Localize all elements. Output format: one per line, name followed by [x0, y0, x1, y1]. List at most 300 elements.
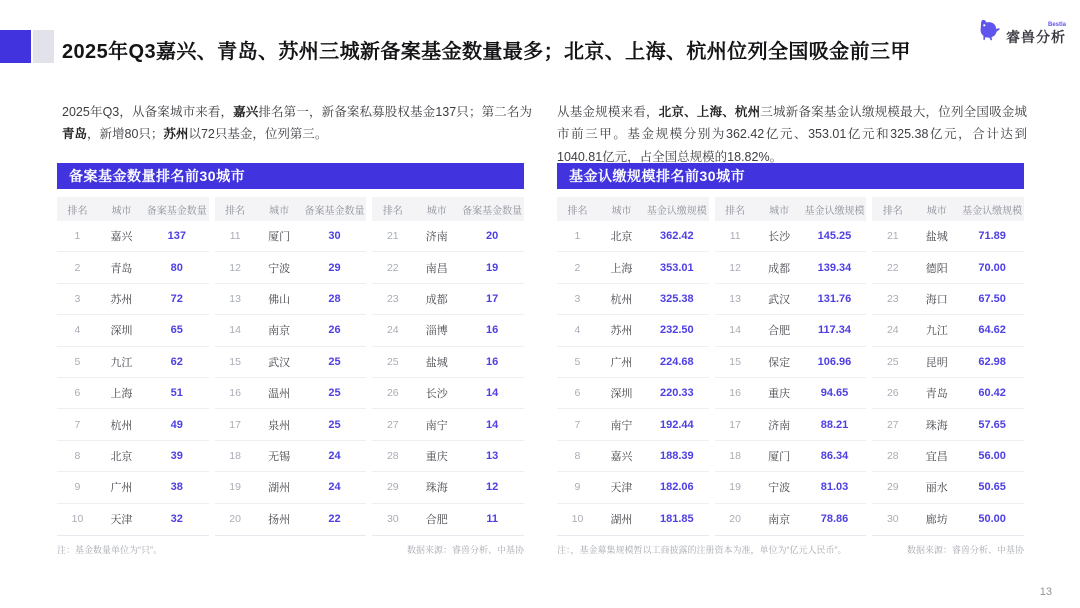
value-cell: 62.98: [978, 355, 1006, 368]
city-cell: 九江: [925, 325, 948, 338]
table-row: [57, 378, 209, 409]
city-cell: 温州: [268, 388, 291, 401]
rank-cell: 17: [729, 418, 741, 431]
value-cell: 220.33: [659, 387, 694, 400]
value-cell: 25: [328, 355, 341, 368]
city-cell: 苏州: [610, 325, 633, 338]
table-row: [215, 252, 367, 283]
value-cell: 81.03: [820, 481, 849, 494]
city-cell: 盐城: [425, 356, 448, 369]
table-row: [872, 441, 1024, 472]
logo-text-block: [1006, 22, 1066, 44]
value-cell: 24: [328, 449, 341, 462]
rank-cell: 17: [229, 418, 241, 431]
value-cell: 362.42: [659, 230, 694, 243]
city-cell: 广州: [110, 482, 133, 495]
city-cell: 青岛: [110, 262, 133, 275]
value-cell: 224.68: [659, 355, 694, 368]
city-cell: 德阳: [925, 262, 948, 275]
table-row: [372, 252, 524, 283]
data-source-text: 数据来源：睿兽分析、中基协: [406, 544, 524, 555]
rank-subtable: [372, 197, 524, 536]
table-row: [372, 378, 524, 409]
city-cell: 武汉: [268, 356, 291, 369]
panel-fund-scale-title: 基金认缴规模排名前30城市: [557, 163, 1024, 189]
value-cell: 131.76: [817, 292, 852, 305]
value-cell: 188.39: [659, 449, 694, 462]
city-cell: 嘉兴: [610, 450, 633, 463]
rank-subtable: [215, 197, 367, 536]
rank-subtable: [872, 197, 1024, 536]
table-row: [372, 472, 524, 503]
table-header-row: [872, 197, 1024, 221]
table-row: [215, 315, 367, 346]
rank-cell: 29: [886, 481, 899, 494]
rank-cell: 26: [886, 387, 899, 400]
table-row: [715, 221, 867, 252]
bestla-beast-icon: [977, 19, 1001, 46]
value-cell: 70.00: [978, 261, 1006, 274]
value-cell: 50.65: [978, 481, 1006, 494]
table-row: [872, 315, 1024, 346]
intro-paragraph-left: [62, 101, 532, 146]
city-cell: 成都: [768, 262, 791, 275]
table-header-row: [557, 197, 709, 221]
rank-cell: 1: [74, 230, 81, 243]
value-cell: 19: [486, 261, 499, 274]
city-cell: 青岛: [925, 388, 948, 401]
value-cell: 30: [328, 230, 341, 243]
value-cell: 145.25: [817, 230, 852, 243]
value-cell: 13: [486, 449, 499, 462]
rank-cell: 9: [74, 481, 81, 494]
rank-cell: 19: [229, 481, 241, 494]
city-cell: 北京: [110, 450, 133, 463]
city-cell: 南京: [268, 325, 291, 338]
city-cell: 廊坊: [925, 514, 948, 527]
value-cell: 14: [486, 387, 499, 400]
city-cell: 南京: [768, 514, 791, 527]
rank-cell: 4: [74, 324, 81, 337]
table-row: [215, 284, 367, 315]
table-row: [215, 504, 367, 535]
table-row: [372, 504, 524, 535]
rank-cell: 3: [574, 292, 581, 305]
rank-cell: 22: [386, 261, 399, 274]
title-accent-gray-square: [33, 30, 54, 63]
value-cell: 12: [486, 481, 499, 494]
value-cell: 64.62: [978, 324, 1006, 337]
city-cell: 淄博: [425, 325, 448, 338]
city-cell: 宁波: [268, 262, 291, 275]
rank-cell: 25: [386, 355, 399, 368]
value-cell: 51: [170, 387, 183, 400]
city-cell: 珠海: [925, 419, 948, 432]
city-cell: 天津: [610, 482, 633, 495]
city-cell: 北京: [610, 231, 633, 244]
table-row: [557, 378, 709, 409]
city-cell: 海口: [925, 293, 948, 306]
table-row: [557, 221, 709, 252]
value-cell: 16: [486, 355, 499, 368]
value-cell: 106.96: [817, 355, 852, 368]
city-cell: 南宁: [425, 419, 448, 432]
table-header-cell: 城市: [111, 205, 132, 217]
city-cell: 嘉兴: [110, 231, 133, 244]
panel-fund-count-title: 备案基金数量排名前30城市: [57, 163, 524, 189]
intro-text-segment: 苏州: [163, 127, 189, 142]
intro-text-segment: 从基金规模来看，: [557, 105, 659, 119]
logo-brand-name: 睿兽分析: [1006, 28, 1066, 45]
city-cell: 重庆: [425, 450, 448, 463]
table-header-cell: 城市: [769, 205, 790, 217]
rank-subtable: [715, 197, 867, 536]
value-cell: 94.65: [820, 387, 849, 400]
table-header-cell: 城市: [926, 205, 947, 217]
city-cell: 长沙: [768, 231, 791, 244]
value-cell: 25: [328, 387, 341, 400]
rank-cell: 16: [729, 387, 741, 400]
rank-cell: 3: [74, 292, 81, 305]
table-header-row: [215, 197, 367, 221]
footnote-text: 注：基金数量单位为“只”。: [57, 544, 162, 555]
table-row: [872, 221, 1024, 252]
city-cell: 上海: [110, 388, 133, 401]
value-cell: 22: [328, 513, 341, 526]
table-row: [57, 252, 209, 283]
rank-cell: 10: [71, 513, 84, 526]
table-header-row: [57, 197, 209, 221]
data-source-text: 数据来源：睿兽分析、中基协: [906, 544, 1024, 555]
value-cell: 26: [328, 324, 341, 337]
table-row: [715, 315, 867, 346]
table-row: [715, 284, 867, 315]
table-header-cell: 城市: [269, 205, 290, 217]
panel-fund-scale-footnote: [557, 543, 1024, 556]
logo-subtitle: Bestla: [1047, 21, 1066, 28]
value-cell: 353.01: [659, 261, 694, 274]
value-cell: 50.00: [978, 513, 1006, 526]
intro-text-segment: 北京、上海、杭州: [658, 105, 761, 119]
value-cell: 11: [486, 513, 498, 526]
city-cell: 厦门: [768, 450, 791, 463]
rank-cell: 15: [229, 355, 241, 368]
table-row: [715, 472, 867, 503]
rank-cell: 8: [574, 449, 581, 462]
table-row: [557, 284, 709, 315]
table-header-cell: 排名: [67, 205, 88, 217]
rank-subtable: [557, 197, 709, 536]
table-row: [215, 441, 367, 472]
rank-cell: 14: [229, 324, 241, 337]
city-cell: 济南: [768, 419, 791, 432]
rank-cell: 13: [229, 292, 241, 305]
city-cell: 宜昌: [925, 450, 948, 463]
rank-cell: 30: [886, 513, 899, 526]
table-row: [57, 284, 209, 315]
table-row: [57, 441, 209, 472]
value-cell: 117.34: [817, 324, 851, 337]
rank-cell: 23: [386, 292, 399, 305]
table-row: [557, 347, 709, 378]
table-row: [557, 504, 709, 535]
table-header-cell: 备案基金数量: [462, 205, 523, 217]
rank-cell: 4: [574, 324, 581, 337]
city-cell: 宁波: [768, 482, 791, 495]
city-cell: 重庆: [768, 388, 791, 401]
table-row: [57, 347, 209, 378]
table-header-cell: 城市: [611, 205, 632, 217]
table-header-cell: 排名: [882, 205, 903, 217]
value-cell: 56.00: [978, 449, 1006, 462]
city-cell: 丽水: [925, 482, 948, 495]
city-cell: 南宁: [610, 419, 633, 432]
table-row: [372, 347, 524, 378]
rank-cell: 6: [74, 387, 81, 400]
table-row: [372, 284, 524, 315]
panel-fund-count-tables: [57, 197, 524, 536]
table-header-cell: 基金认缴规模: [962, 205, 1023, 217]
city-cell: 合肥: [425, 514, 448, 527]
rank-cell: 13: [729, 292, 741, 305]
rank-cell: 27: [386, 418, 399, 431]
table-header-cell: 备案基金数量: [304, 205, 365, 217]
table-row: [715, 441, 867, 472]
intro-text-segment: 2025年Q3，从备案城市来看，: [62, 105, 234, 119]
city-cell: 上海: [610, 262, 633, 275]
intro-text-segment: 排名第一，新备案私募股权基金137只；第二名为: [258, 105, 532, 119]
table-row: [715, 504, 867, 535]
table-row: [215, 378, 367, 409]
footnote-text: 注：，基金募集规模暂以工商披露的注册资本为准，单位为“亿元人民币”。: [557, 544, 847, 555]
city-cell: 盐城: [925, 231, 948, 244]
city-cell: 深圳: [610, 388, 633, 401]
value-cell: 49: [170, 418, 183, 431]
value-cell: 17: [486, 292, 499, 305]
rank-cell: 7: [574, 418, 581, 431]
rank-cell: 8: [74, 449, 81, 462]
value-cell: 86.34: [820, 449, 849, 462]
rank-cell: 11: [229, 230, 241, 243]
table-row: [557, 315, 709, 346]
city-cell: 天津: [110, 514, 133, 527]
rank-cell: 22: [886, 261, 899, 274]
rank-cell: 28: [886, 449, 899, 462]
table-header-cell: 排名: [225, 205, 246, 217]
table-header-cell: 排名: [725, 205, 746, 217]
value-cell: 325.38: [659, 292, 694, 305]
value-cell: 65: [170, 324, 183, 337]
city-cell: 扬州: [268, 514, 291, 527]
value-cell: 16: [486, 324, 499, 337]
rank-cell: 18: [229, 449, 241, 462]
value-cell: 60.42: [978, 387, 1006, 400]
city-cell: 武汉: [768, 293, 791, 306]
rank-cell: 24: [886, 324, 899, 337]
city-cell: 广州: [610, 356, 633, 369]
table-row: [557, 409, 709, 440]
value-cell: 139.34: [817, 261, 852, 274]
value-cell: 67.50: [978, 292, 1006, 305]
value-cell: 14: [486, 418, 499, 431]
city-cell: 厦门: [268, 231, 291, 244]
table-row: [215, 409, 367, 440]
table-row: [557, 441, 709, 472]
table-row: [372, 221, 524, 252]
intro-text-segment: 以72只基金，位列第三。: [188, 127, 328, 142]
table-row: [557, 252, 709, 283]
intro-text-segment: 三城新备案基金认缴规模最大，位列全国吸金城市前三甲。基金规模分别为362.42亿元、353.01亿元和325.38亿元，合计达到1040.81亿元，占全国总规模的18.82%。: [557, 105, 1027, 164]
rank-cell: 2: [574, 261, 581, 274]
rank-cell: 16: [229, 387, 241, 400]
city-cell: 南昌: [425, 262, 448, 275]
value-cell: 57.65: [978, 418, 1006, 431]
panel-fund-count-footnote: [57, 543, 524, 556]
rank-cell: 12: [729, 261, 741, 274]
table-header-cell: 基金认缴规模: [646, 205, 707, 217]
city-cell: 昆明: [925, 356, 948, 369]
rank-cell: 11: [729, 230, 741, 243]
table-header-cell: 城市: [426, 205, 447, 217]
value-cell: 181.85: [659, 513, 694, 526]
rank-cell: 26: [386, 387, 399, 400]
city-cell: 佛山: [268, 293, 291, 306]
value-cell: 29: [328, 261, 341, 274]
panel-fund-scale: [557, 163, 1024, 556]
value-cell: 137: [167, 230, 186, 243]
table-row: [872, 252, 1024, 283]
city-cell: 保定: [768, 356, 791, 369]
value-cell: 39: [170, 449, 183, 462]
page-title: 2025年Q3嘉兴、青岛、苏州三城新备案基金数量最多；北京、上海、杭州位列全国吸金前三甲: [62, 41, 911, 63]
city-cell: 杭州: [110, 419, 133, 432]
table-row: [715, 347, 867, 378]
value-cell: 20: [486, 230, 499, 243]
value-cell: 25: [328, 418, 341, 431]
intro-text-segment: 青岛: [62, 127, 88, 142]
intro-paragraph-right: [557, 101, 1027, 168]
city-cell: 九江: [110, 356, 133, 369]
intro-text-segment: 嘉兴: [233, 105, 259, 119]
brand-logo: [977, 19, 1066, 46]
table-row: [215, 472, 367, 503]
table-row: [372, 315, 524, 346]
rank-cell: 27: [886, 418, 899, 431]
city-cell: 泉州: [268, 419, 291, 432]
table-row: [872, 284, 1024, 315]
city-cell: 济南: [425, 231, 448, 244]
table-header-row: [372, 197, 524, 221]
value-cell: 28: [328, 292, 341, 305]
rank-subtable: [57, 197, 209, 536]
table-row: [872, 472, 1024, 503]
city-cell: 深圳: [110, 325, 133, 338]
city-cell: 长沙: [425, 388, 448, 401]
value-cell: 80: [170, 261, 183, 274]
rank-cell: 10: [571, 513, 584, 526]
rank-cell: 5: [574, 355, 581, 368]
rank-cell: 18: [729, 449, 741, 462]
city-cell: 湖州: [610, 514, 633, 527]
value-cell: 182.06: [659, 481, 694, 494]
city-cell: 杭州: [610, 293, 633, 306]
table-row: [872, 409, 1024, 440]
rank-cell: 9: [574, 481, 581, 494]
table-header-row: [715, 197, 867, 221]
table-row: [215, 347, 367, 378]
table-row: [715, 409, 867, 440]
rank-cell: 6: [574, 387, 581, 400]
value-cell: 192.44: [659, 418, 694, 431]
rank-cell: 30: [386, 513, 399, 526]
value-cell: 62: [170, 355, 183, 368]
rank-cell: 7: [74, 418, 81, 431]
rank-cell: 12: [229, 261, 241, 274]
city-cell: 成都: [425, 293, 448, 306]
rank-cell: 25: [886, 355, 899, 368]
table-row: [872, 347, 1024, 378]
table-row: [372, 441, 524, 472]
rank-cell: 15: [729, 355, 741, 368]
title-accent-blue-square: [0, 30, 31, 63]
table-row: [57, 221, 209, 252]
page-number: 13: [1039, 586, 1052, 598]
rank-cell: 19: [729, 481, 741, 494]
value-cell: 78.86: [820, 513, 849, 526]
table-header-cell: 备案基金数量: [146, 205, 207, 217]
city-cell: 苏州: [110, 293, 133, 306]
value-cell: 24: [328, 481, 341, 494]
table-row: [715, 252, 867, 283]
city-cell: 合肥: [768, 325, 791, 338]
table-row: [57, 504, 209, 535]
table-row: [57, 409, 209, 440]
table-row: [557, 472, 709, 503]
rank-cell: 20: [229, 513, 241, 526]
value-cell: 232.50: [659, 324, 694, 337]
table-row: [715, 378, 867, 409]
rank-cell: 5: [74, 355, 81, 368]
panel-fund-scale-tables: [557, 197, 1024, 536]
rank-cell: 2: [74, 261, 81, 274]
table-header-cell: 基金认缴规模: [804, 205, 865, 217]
table-header-cell: 排名: [567, 205, 588, 217]
city-cell: 珠海: [425, 482, 448, 495]
table-row: [872, 378, 1024, 409]
table-row: [57, 315, 209, 346]
rank-cell: 21: [886, 230, 899, 243]
intro-text-segment: ，新增80只；: [87, 127, 164, 142]
value-cell: 72: [170, 292, 183, 305]
table-row: [215, 221, 367, 252]
panel-fund-count: [57, 163, 524, 556]
value-cell: 71.89: [978, 230, 1006, 243]
table-header-cell: 排名: [382, 205, 403, 217]
rank-cell: 29: [386, 481, 399, 494]
table-row: [872, 504, 1024, 535]
rank-cell: 28: [386, 449, 399, 462]
value-cell: 88.21: [820, 418, 849, 431]
city-cell: 无锡: [268, 450, 291, 463]
table-row: [372, 409, 524, 440]
rank-cell: 20: [729, 513, 741, 526]
rank-cell: 21: [386, 230, 399, 243]
value-cell: 32: [170, 513, 183, 526]
value-cell: 38: [170, 481, 183, 494]
rank-cell: 23: [886, 292, 899, 305]
city-cell: 湖州: [268, 482, 291, 495]
rank-cell: 14: [729, 324, 741, 337]
